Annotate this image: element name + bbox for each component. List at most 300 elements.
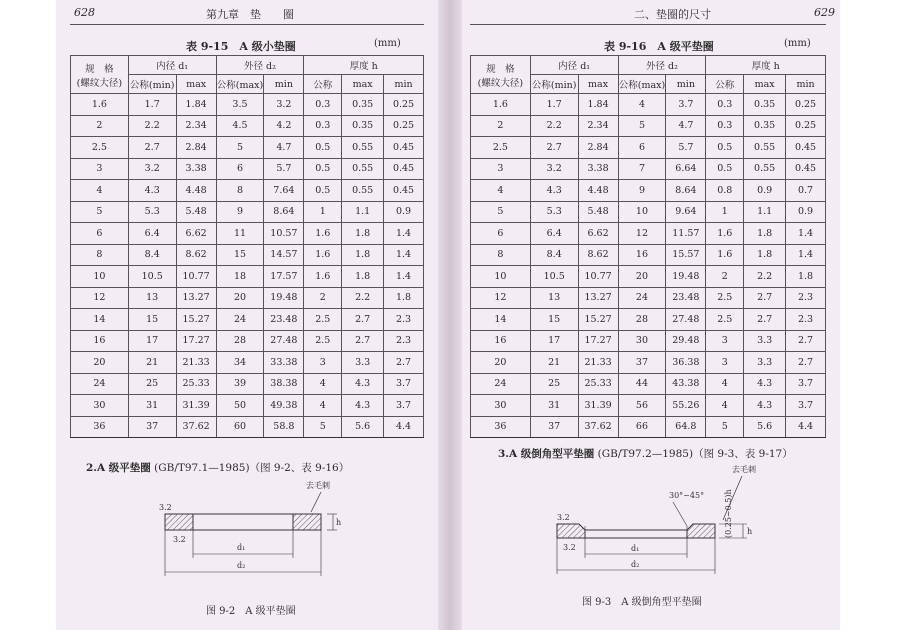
- table-cell: 10: [618, 201, 666, 223]
- table-cell: 0.7: [786, 180, 826, 202]
- table-cell: 2.2: [530, 115, 578, 137]
- running-header: 第九章 垫 圈: [206, 8, 294, 21]
- table-cell: 11: [216, 223, 264, 245]
- table-cell: 10.57: [264, 223, 304, 245]
- table-cell: 5.48: [578, 201, 618, 223]
- table-cell: 6: [71, 223, 129, 245]
- table-cell: 3.38: [578, 158, 618, 180]
- col-thickness-header: 厚度 h: [706, 56, 826, 75]
- table-cell: 39: [216, 373, 264, 395]
- chamfer-angle-label: 30°~45°: [669, 491, 705, 500]
- table-cell: 2.3: [786, 287, 826, 309]
- roughness-mark: 3.2: [173, 535, 186, 544]
- table-cell: 56: [618, 395, 666, 417]
- table-cell: 6: [471, 223, 531, 245]
- section-heading: [86, 460, 349, 475]
- left-page: [56, 0, 438, 630]
- table-cell: 13.27: [176, 287, 216, 309]
- table-cell: 1.84: [176, 94, 216, 116]
- table-cell: 2.7: [342, 309, 384, 331]
- table-cell: 27.48: [264, 330, 304, 352]
- washer-section: [557, 524, 585, 538]
- table-cell: 6.4: [530, 223, 578, 245]
- table-cell: 0.3: [706, 94, 744, 116]
- table-cell: 10: [471, 266, 531, 288]
- table-cell: 15: [216, 244, 264, 266]
- leader-line: [311, 492, 321, 512]
- table-row: [471, 115, 826, 137]
- table-cell: 10: [71, 266, 129, 288]
- table-cell: 13.27: [578, 287, 618, 309]
- table-row: [71, 180, 424, 202]
- sub-header: max: [342, 75, 384, 94]
- table-cell: 8.62: [176, 244, 216, 266]
- table-cell: 28: [216, 330, 264, 352]
- table-cell: 23.48: [666, 287, 706, 309]
- table-cell: 4.3: [128, 180, 176, 202]
- washer-table: [70, 55, 424, 438]
- table-cell: 3: [304, 352, 342, 374]
- figure-caption: 图 9-2 A 级平垫圈: [206, 606, 296, 617]
- table-cell: 6: [216, 158, 264, 180]
- table-cell: 3.3: [744, 352, 786, 374]
- table-cell: 13: [530, 287, 578, 309]
- table-cell: 5.7: [264, 158, 304, 180]
- table-cell: 20: [471, 352, 531, 374]
- table-cell: 4: [706, 395, 744, 417]
- table-cell: 0.55: [342, 180, 384, 202]
- table-cell: 7: [618, 158, 666, 180]
- table-cell: 50: [216, 395, 264, 417]
- header-rule: [70, 24, 424, 25]
- table-cell: 1.6: [706, 244, 744, 266]
- table-cell: 44: [618, 373, 666, 395]
- washer-section: [165, 514, 193, 530]
- table-cell: 34: [216, 352, 264, 374]
- table-cell: 15: [128, 309, 176, 331]
- table-cell: 3.7: [786, 395, 826, 417]
- page-number: 629: [814, 6, 835, 19]
- chamfered-washer-drawing: [547, 462, 817, 587]
- table-cell: 5.48: [176, 201, 216, 223]
- table-cell: 3: [471, 158, 531, 180]
- table-cell: 0.45: [384, 158, 424, 180]
- roughness-mark: 3.2: [563, 543, 576, 552]
- sub-header: 公称(max): [216, 75, 264, 94]
- deburr-label: 去毛刺: [306, 481, 330, 490]
- table-cell: 0.25: [786, 94, 826, 116]
- table-cell: 8.4: [128, 244, 176, 266]
- table-cell: 2.5: [71, 137, 129, 159]
- table-cell: 2.5: [304, 309, 342, 331]
- table-cell: 2.5: [471, 137, 531, 159]
- table-cell: 58.8: [264, 416, 304, 438]
- col-spec-header: [71, 56, 129, 94]
- table-cell: 0.45: [786, 158, 826, 180]
- spec-sublabel: (螺纹大径): [76, 77, 123, 89]
- table-row: [471, 201, 826, 223]
- table-cell: 15: [530, 309, 578, 331]
- table-cell: 31.39: [176, 395, 216, 417]
- table-cell: 0.3: [304, 115, 342, 137]
- table-cell: 0.35: [342, 115, 384, 137]
- table-cell: 1.6: [304, 266, 342, 288]
- table-cell: 2: [304, 287, 342, 309]
- table-cell: 8.4: [530, 244, 578, 266]
- angle-leader: [673, 502, 687, 526]
- table-row: [471, 373, 826, 395]
- table-row: [71, 309, 424, 331]
- table-row: [71, 244, 424, 266]
- figure-caption: 图 9-3 A 级倒角型平垫圈: [582, 597, 702, 608]
- table-cell: 2.34: [578, 115, 618, 137]
- table-cell: 2: [71, 115, 129, 137]
- table-cell: 24: [216, 309, 264, 331]
- table-cell: 2.84: [578, 137, 618, 159]
- table-cell: 5: [471, 201, 531, 223]
- table-cell: 1.8: [342, 244, 384, 266]
- table-cell: 14: [71, 309, 129, 331]
- table-unit: (mm): [374, 38, 401, 49]
- table-cell: 4: [618, 94, 666, 116]
- table-cell: 4.48: [578, 180, 618, 202]
- table-cell: 18: [216, 266, 264, 288]
- table-cell: 0.25: [786, 115, 826, 137]
- table-cell: 29.48: [666, 330, 706, 352]
- col-outer-header: 外径 d₂: [618, 56, 706, 75]
- table-cell: 4: [304, 395, 342, 417]
- table-cell: 3.5: [216, 94, 264, 116]
- table-cell: 2.34: [176, 115, 216, 137]
- table-cell: 11.57: [666, 223, 706, 245]
- washer-drawing: [151, 478, 371, 588]
- table-cell: 4.3: [530, 180, 578, 202]
- table-cell: 4: [706, 373, 744, 395]
- table-cell: 31: [128, 395, 176, 417]
- table-cell: 10.77: [578, 266, 618, 288]
- table-cell: 17.57: [264, 266, 304, 288]
- sub-header: max: [744, 75, 786, 94]
- section-title: A 级平垫圈: [96, 462, 151, 474]
- table-cell: 8: [216, 180, 264, 202]
- table-cell: 1: [304, 201, 342, 223]
- table-cell: 0.5: [304, 137, 342, 159]
- book-gutter: [438, 0, 462, 630]
- right-page: [462, 0, 840, 630]
- table-row: [471, 180, 826, 202]
- table-cell: 21.33: [176, 352, 216, 374]
- table-cell: 5: [618, 115, 666, 137]
- table-cell: 16: [471, 330, 531, 352]
- table-cell: 21: [530, 352, 578, 374]
- table-cell: 1.84: [578, 94, 618, 116]
- table-row: [471, 223, 826, 245]
- table-cell: 1.7: [128, 94, 176, 116]
- table-cell: 4.5: [216, 115, 264, 137]
- table-cell: 1.4: [384, 266, 424, 288]
- table-cell: 0.9: [786, 201, 826, 223]
- table-cell: 1.7: [530, 94, 578, 116]
- table-row: [71, 158, 424, 180]
- col-outer-header: 外径 d₂: [216, 56, 304, 75]
- table-row: [71, 330, 424, 352]
- table-title: 表 9-16 A 级平垫圈: [604, 40, 714, 53]
- table-cell: 2.7: [384, 352, 424, 374]
- table-cell: 2.7: [744, 309, 786, 331]
- table-cell: 4: [304, 373, 342, 395]
- thickness-label: h: [336, 518, 342, 527]
- table-row: [471, 416, 826, 438]
- table-cell: 55.26: [666, 395, 706, 417]
- table-cell: 0.25: [384, 115, 424, 137]
- table-cell: 2.7: [128, 137, 176, 159]
- table-cell: 1.1: [342, 201, 384, 223]
- table-cell: 31: [530, 395, 578, 417]
- col-thickness-header: 厚度 h: [304, 56, 424, 75]
- table-cell: 2.7: [530, 137, 578, 159]
- inner-diameter-label: d₁: [237, 543, 246, 552]
- table-row: [471, 266, 826, 288]
- table-cell: 3: [706, 330, 744, 352]
- table-row: [471, 94, 826, 116]
- table-cell: 13: [128, 287, 176, 309]
- table-unit: (mm): [784, 38, 811, 49]
- table-cell: 8.62: [578, 244, 618, 266]
- washer-section: [687, 524, 715, 538]
- table-cell: 5: [706, 416, 744, 438]
- table-cell: 16: [71, 330, 129, 352]
- table-cell: 19.48: [264, 287, 304, 309]
- table-cell: 5: [216, 137, 264, 159]
- table-cell: 3.2: [530, 158, 578, 180]
- table-cell: 17.27: [176, 330, 216, 352]
- table-cell: 8: [71, 244, 129, 266]
- table-cell: 10.5: [530, 266, 578, 288]
- table-cell: 4: [71, 180, 129, 202]
- table-cell: 0.45: [384, 180, 424, 202]
- table-cell: 3: [71, 158, 129, 180]
- roughness-mark: 3.2: [557, 513, 570, 522]
- table-cell: 24: [71, 373, 129, 395]
- table-cell: 5: [304, 416, 342, 438]
- table-cell: 1.8: [384, 287, 424, 309]
- table-cell: 10.77: [176, 266, 216, 288]
- table-cell: 2.2: [342, 287, 384, 309]
- table-cell: 10.5: [128, 266, 176, 288]
- table-cell: 7.64: [264, 180, 304, 202]
- table-cell: 49.38: [264, 395, 304, 417]
- table-cell: 21.33: [578, 352, 618, 374]
- table-row: [71, 94, 424, 116]
- sub-header: 公称(min): [530, 75, 578, 94]
- table-cell: 1.6: [706, 223, 744, 245]
- table-cell: 25.33: [578, 373, 618, 395]
- table-cell: 17: [530, 330, 578, 352]
- table-cell: 33.38: [264, 352, 304, 374]
- table-cell: 0.5: [706, 158, 744, 180]
- table-cell: 4.7: [666, 115, 706, 137]
- table-cell: 3.7: [786, 373, 826, 395]
- table-cell: 4.7: [264, 137, 304, 159]
- col-spec-header: [471, 56, 531, 94]
- table-cell: 37: [530, 416, 578, 438]
- table-cell: 0.55: [744, 137, 786, 159]
- table-cell: 37.62: [578, 416, 618, 438]
- table-cell: 4.48: [176, 180, 216, 202]
- sub-header: min: [786, 75, 826, 94]
- table-cell: 37: [618, 352, 666, 374]
- table-cell: 0.5: [304, 158, 342, 180]
- table-cell: 6.64: [666, 158, 706, 180]
- table-cell: 5.6: [744, 416, 786, 438]
- sub-header: max: [176, 75, 216, 94]
- table-cell: 1.4: [384, 223, 424, 245]
- table-cell: 2.2: [128, 115, 176, 137]
- table-cell: 4.4: [384, 416, 424, 438]
- table-cell: 1.6: [304, 223, 342, 245]
- section-number: 2.: [86, 462, 97, 474]
- table-cell: 36.38: [666, 352, 706, 374]
- table-cell: 25: [530, 373, 578, 395]
- table-cell: 5.3: [128, 201, 176, 223]
- table-cell: 2: [706, 266, 744, 288]
- col-inner-header: 内径 d₁: [530, 56, 618, 75]
- table-cell: 4: [471, 180, 531, 202]
- table-cell: 36: [471, 416, 531, 438]
- table-cell: 1.8: [744, 223, 786, 245]
- table-cell: 0.5: [706, 137, 744, 159]
- table-cell: 6: [618, 137, 666, 159]
- table-cell: 64.8: [666, 416, 706, 438]
- table-cell: 25.33: [176, 373, 216, 395]
- table-cell: 27.48: [666, 309, 706, 331]
- table-cell: 60: [216, 416, 264, 438]
- table-cell: 37: [128, 416, 176, 438]
- table-cell: 12: [471, 287, 531, 309]
- table-cell: 1.6: [71, 94, 129, 116]
- sub-header: 公称(max): [618, 75, 666, 94]
- table-cell: 2.5: [706, 287, 744, 309]
- table-cell: 30: [471, 395, 531, 417]
- table-cell: 2.2: [744, 266, 786, 288]
- table-cell: 66: [618, 416, 666, 438]
- table-cell: 30: [71, 395, 129, 417]
- table-cell: 9: [216, 201, 264, 223]
- table-cell: 1.6: [471, 94, 531, 116]
- table-cell: 14: [471, 309, 531, 331]
- sub-header: 公称(min): [128, 75, 176, 94]
- table-cell: 3.3: [744, 330, 786, 352]
- inner-diameter-label: d₁: [631, 544, 640, 553]
- page-number: 628: [74, 6, 95, 19]
- table-cell: 6.62: [176, 223, 216, 245]
- table-cell: 17: [128, 330, 176, 352]
- table-cell: 3.3: [342, 352, 384, 374]
- table-cell: 0.45: [384, 137, 424, 159]
- table-cell: 8.64: [264, 201, 304, 223]
- table-cell: 12: [71, 287, 129, 309]
- table-cell: 4.3: [342, 373, 384, 395]
- table-cell: 15.57: [666, 244, 706, 266]
- roughness-mark: 3.2: [159, 503, 172, 512]
- table-row: [471, 244, 826, 266]
- table-cell: 0.35: [744, 115, 786, 137]
- table-cell: 28: [618, 309, 666, 331]
- table-cell: 4.3: [744, 395, 786, 417]
- table-cell: 1.4: [384, 244, 424, 266]
- table-cell: 0.8: [706, 180, 744, 202]
- table-cell: 15.27: [176, 309, 216, 331]
- table-cell: 38.38: [264, 373, 304, 395]
- table-cell: 3.2: [264, 94, 304, 116]
- table-cell: 2.7: [786, 330, 826, 352]
- table-cell: 1.4: [786, 223, 826, 245]
- table-row: [71, 137, 424, 159]
- sub-header: max: [578, 75, 618, 94]
- table-cell: 2.5: [304, 330, 342, 352]
- table-cell: 0.9: [384, 201, 424, 223]
- table-cell: 3.38: [176, 158, 216, 180]
- outer-diameter-label: d₂: [631, 560, 640, 569]
- table-cell: 1.8: [744, 244, 786, 266]
- spec-label: 规 格: [486, 63, 515, 75]
- sub-header: 公称: [706, 75, 744, 94]
- table-cell: 19.48: [666, 266, 706, 288]
- table-row: [71, 416, 424, 438]
- table-cell: 3.7: [666, 94, 706, 116]
- table-cell: 2.84: [176, 137, 216, 159]
- table-cell: 30: [618, 330, 666, 352]
- table-cell: 15.27: [578, 309, 618, 331]
- table-cell: 36: [71, 416, 129, 438]
- sub-header: min: [666, 75, 706, 94]
- header-rule: [470, 24, 826, 25]
- col-inner-header: 内径 d₁: [128, 56, 216, 75]
- table-row: [471, 330, 826, 352]
- table-row: [471, 137, 826, 159]
- table-cell: 12: [618, 223, 666, 245]
- table-cell: 4.3: [744, 373, 786, 395]
- section-heading: [498, 446, 793, 461]
- thickness-label: h: [747, 527, 753, 536]
- table-cell: 25: [128, 373, 176, 395]
- table-cell: 20: [618, 266, 666, 288]
- table-cell: 2.7: [744, 287, 786, 309]
- table-row: [471, 395, 826, 417]
- table-cell: 5.7: [666, 137, 706, 159]
- table-row: [471, 158, 826, 180]
- table-row: [71, 266, 424, 288]
- table-cell: 24: [471, 373, 531, 395]
- table-cell: 2: [471, 115, 531, 137]
- table-cell: 2.3: [384, 330, 424, 352]
- table-cell: 8: [471, 244, 531, 266]
- section-reference: (GB/T97.2—1985)（图 9-3、表 9-17）: [597, 448, 793, 460]
- table-cell: 1.8: [342, 223, 384, 245]
- table-cell: 5.3: [530, 201, 578, 223]
- table-row: [71, 352, 424, 374]
- table-row: [471, 309, 826, 331]
- table-row: [71, 223, 424, 245]
- table-cell: 8.64: [666, 180, 706, 202]
- table-row: [471, 287, 826, 309]
- table-cell: 9.64: [666, 201, 706, 223]
- chamfer-size-label: (0.25~0.5)h: [724, 489, 733, 538]
- section-number: 3.: [498, 448, 509, 460]
- table-cell: 0.3: [304, 94, 342, 116]
- table-cell: 0.35: [342, 94, 384, 116]
- table-cell: 3.2: [128, 158, 176, 180]
